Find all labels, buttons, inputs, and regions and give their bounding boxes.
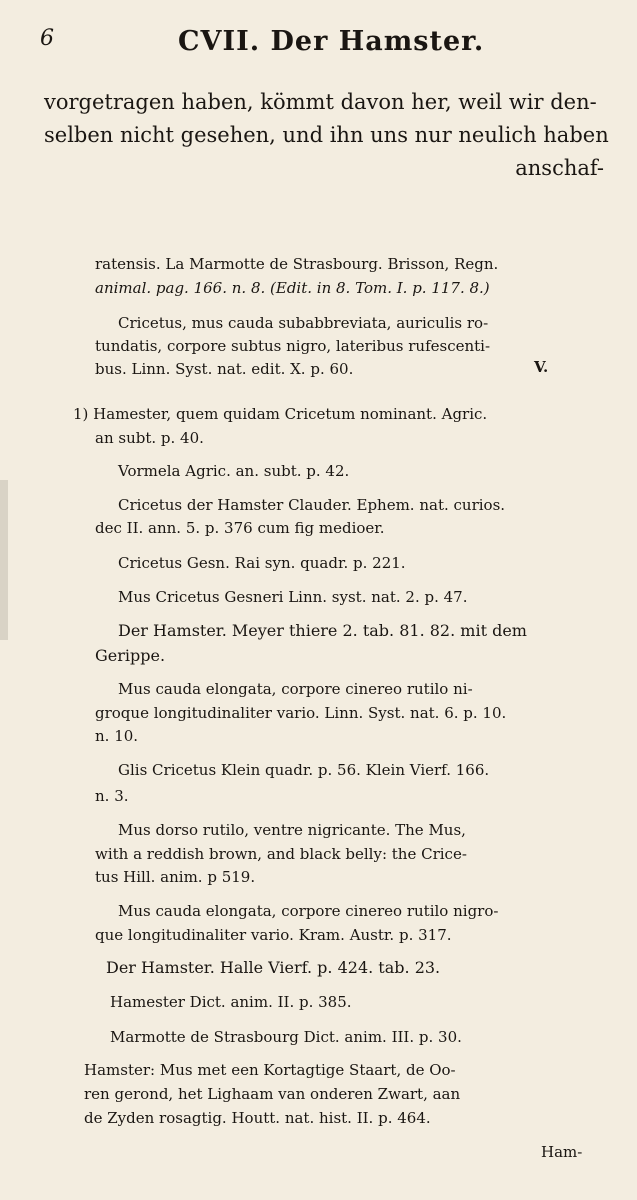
note-line: Cricetus Gesn. Rai syn. quadr. p. 221. [118,554,406,572]
note-line: que longitudinaliter vario. Kram. Austr. p. 317. [95,926,452,944]
note-line: n. 3. [95,787,129,805]
intro-paragraph [44,86,609,185]
note-line: de Zyden rosagtig. Houtt. nat. hist. II. p. 464. [84,1109,431,1127]
note-line: ren gerond, het Lighaam van onderen Zwart, aan [84,1085,461,1103]
note-line: animal. pag. 166. n. 8. (Edit. in 8. Tom. I. p. 117. 8.) [95,279,490,297]
note-line: Glis Cricetus Klein quadr. p. 56. Klein Vierf. 166. [118,761,490,779]
page-edge-shadow [0,480,8,640]
note-line: tundatis, corpore subtus nigro, lateribus rufescenti- [95,337,491,355]
note-line: dec II. ann. 5. p. 376 cum fig medioer. [95,519,385,537]
note-line: with a reddish brown, and black belly: the Crice- [95,845,467,863]
intro-line: anschaf- [515,156,604,180]
note-line: Hamster: Mus met een Kortagtige Staart, de Oo- [84,1061,456,1079]
page-number: 6 [40,26,54,51]
note-line: Mus cauda elongata, corpore cinereo rutilo ni- [118,680,473,698]
note-line: ratensis. La Marmotte de Strasbourg. Brisson, Regn. [95,255,499,273]
note-line: Cricetus, mus cauda subabbreviata, auriculis ro- [118,314,489,332]
intro-line: selben nicht gesehen, und ihn uns nur neulich haben [44,123,609,147]
note-line: Cricetus der Hamster Clauder. Ephem. nat. curios. [118,496,506,514]
note-line: Gerippe. [95,646,166,665]
page-title: CVII. Der Hamster. [178,26,485,57]
note-line: tus Hill. anim. p 519. [95,868,256,886]
note-line: Der Hamster. Halle Vierf. p. 424. tab. 23. [106,958,441,977]
note-line: Der Hamster. Meyer thiere 2. tab. 81. 82. mit dem [118,621,527,640]
note-line: Mus Cricetus Gesneri Linn. syst. nat. 2. p. 47. [118,588,468,606]
note-line: Mus cauda elongata, corpore cinereo rutilo nigro- [118,902,499,920]
note-line: Mus dorso rutilo, ventre nigricante. The Mus, [118,821,466,839]
note-line: an subt. p. 40. [95,429,204,447]
note-line: V. [534,358,549,376]
note-line: groque longitudinaliter vario. Linn. Syst. nat. 6. p. 10. [95,704,507,722]
note-line: 1) Hamester, quem quidam Cricetum nominant. Agric. [73,405,488,423]
note-line: Marmotte de Strasbourg Dict. anim. III. p. 30. [110,1028,462,1046]
intro-line: vorgetragen haben, kömmt davon her, weil wir den- [44,90,597,114]
note-line: Hamester Dict. anim. II. p. 385. [110,993,352,1011]
catchword: Ham- [541,1143,583,1161]
note-line: bus. Linn. Syst. nat. edit. X. p. 60. [95,360,354,378]
note-line: n. 10. [95,727,139,745]
note-line: Vormela Agric. an. subt. p. 42. [118,462,350,480]
